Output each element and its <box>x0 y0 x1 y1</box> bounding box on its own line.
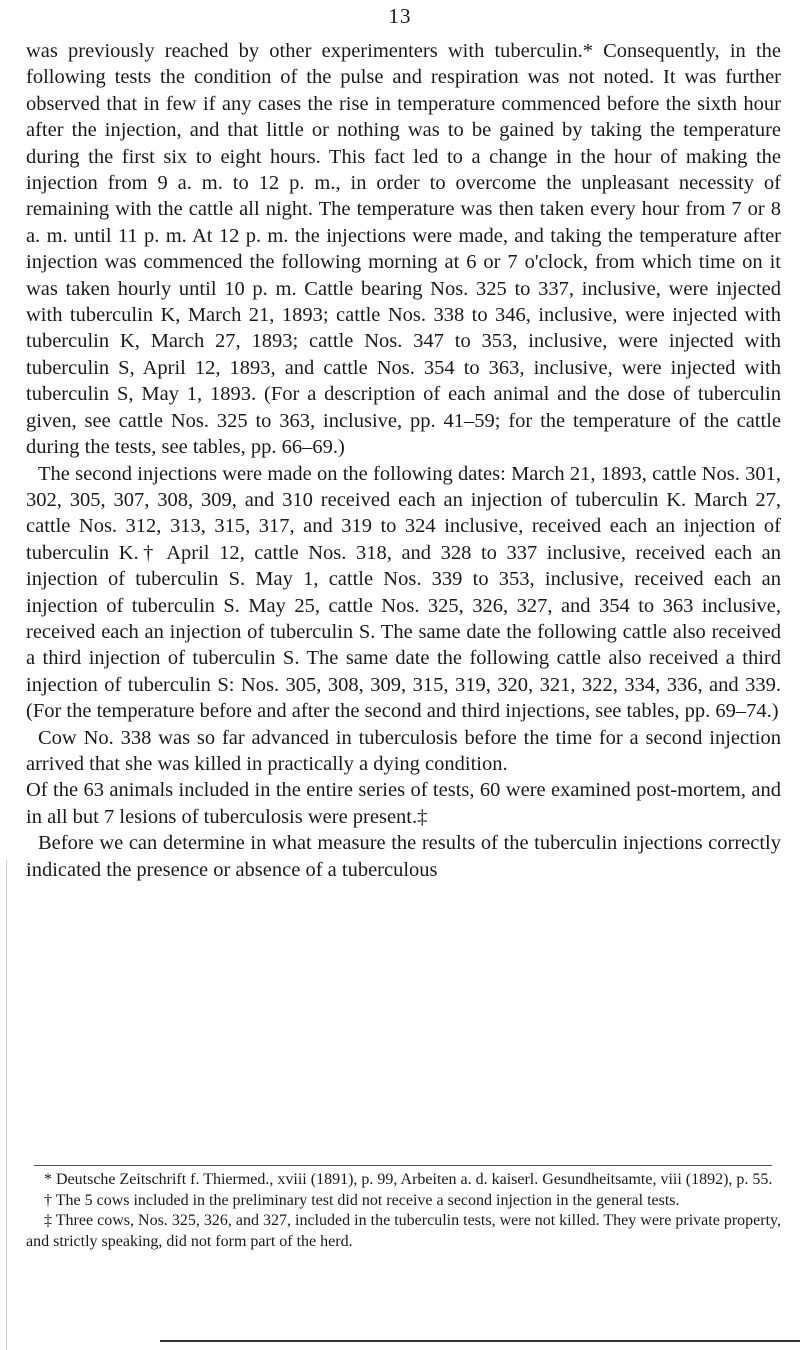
page-edge-shadow <box>6 860 7 1350</box>
paragraph-1: was previously reached by other experimenters with tuberculin.* Consequently, in the following tests the condition of the pulse and respiration was not noted. It was further observed that in few if any cases the rise in temperature commenced before the sixth hour after the injection, and that little or nothing was to be gained by taking the temperature during the first six to eight hours. This fact led to a change in the hour of making the injection from 9 a. m. to 12 p. m., in order to overcome the unpleasant necessity of remaining with the cattle all night. The temperature was then taken every hour from 7 or 8 a. m. until 11 p. m. At 12 p. m. the injections were made, and taking the temperature after injection was commenced the following morning at 6 or 7 o'clock, from which time on it was taken hourly until 10 p. m. Cattle bearing Nos. 325 to 337, inclusive, were injected with tuberculin K, March 21, 1893; cattle Nos. 338 to 346, inclusive, were injected with tuberculin K, March 27, 1893; cattle Nos. 347 to 353, inclusive, were injected with tuberculin S, April 12, 1893, and cattle Nos. 354 to 363, inclusive, were injected with tuberculin S, May 1, 1893. (For a description of each animal and the dose of tuberculin given, see cattle Nos. 325 to 363, inclusive, pp. 41–59; for the temperature of the cattle during the tests, see tables, pp. 66–69.) <box>26 40 781 459</box>
paragraph-4: Of the 63 animals included in the entire series of tests, 60 were examined post-mortem, and in all but 7 lesions of tuberculosis were present.‡ <box>26 779 781 828</box>
footnote-1: * Deutsche Zeitschrift f. Thiermed., xviii (1891), p. 99, Arbeiten a. d. kaiserl. Gesundheitsamte, viii (1892), p. 55. <box>44 1171 773 1188</box>
page-number: 13 <box>388 4 412 28</box>
page-bottom-edge <box>160 1340 800 1342</box>
paragraph-5: Before we can determine in what measure the results of the tuberculin injections correctly indicated the presence or absence of a tuberculous <box>26 832 781 881</box>
footnotes <box>26 1170 781 1252</box>
body-text <box>26 38 781 883</box>
footnote-rule <box>34 1165 772 1166</box>
paragraph-3: Cow No. 338 was so far advanced in tuberculosis before the time for a second injection arrived that she was killed in practically a dying condition. <box>26 726 781 775</box>
paragraph-2: The second injections were made on the following dates: March 21, 1893, cattle Nos. 301, 302, 305, 307, 308, 309, and 310 received each an injection of tuberculin K. March 27, cattle Nos. 312, 313, 315, 317, and 319 to 324 inclusive, received each an injection of tuberculin K.† April 12, cattle Nos. 318, and 328 to 337 inclusive, received each an injection of tuberculin S. May 1, cattle Nos. 339 to 353, inclusive, received each an injection of tuberculin S. May 25, cattle Nos. 325, 326, 327, and 354 to 363 inclusive, received each an injection of tuberculin S. The same date the following cattle also received a third injection of tuberculin S. The same date the following cattle also received a third injection of tuberculin S: Nos. 305, 308, 309, 315, 319, 320, 321, 322, 334, 336, and 339. (For the temperature before and after the second and third injections, see tables, pp. 69–74.) <box>26 462 781 723</box>
footnote-2: † The 5 cows included in the preliminary test did not receive a second injection in the general tests. <box>44 1191 680 1209</box>
footnote-3: ‡ Three cows, Nos. 325, 326, and 327, included in the tuberculin tests, were not killed. They were private property, and strictly speaking, did not form part of the herd. <box>26 1212 781 1250</box>
